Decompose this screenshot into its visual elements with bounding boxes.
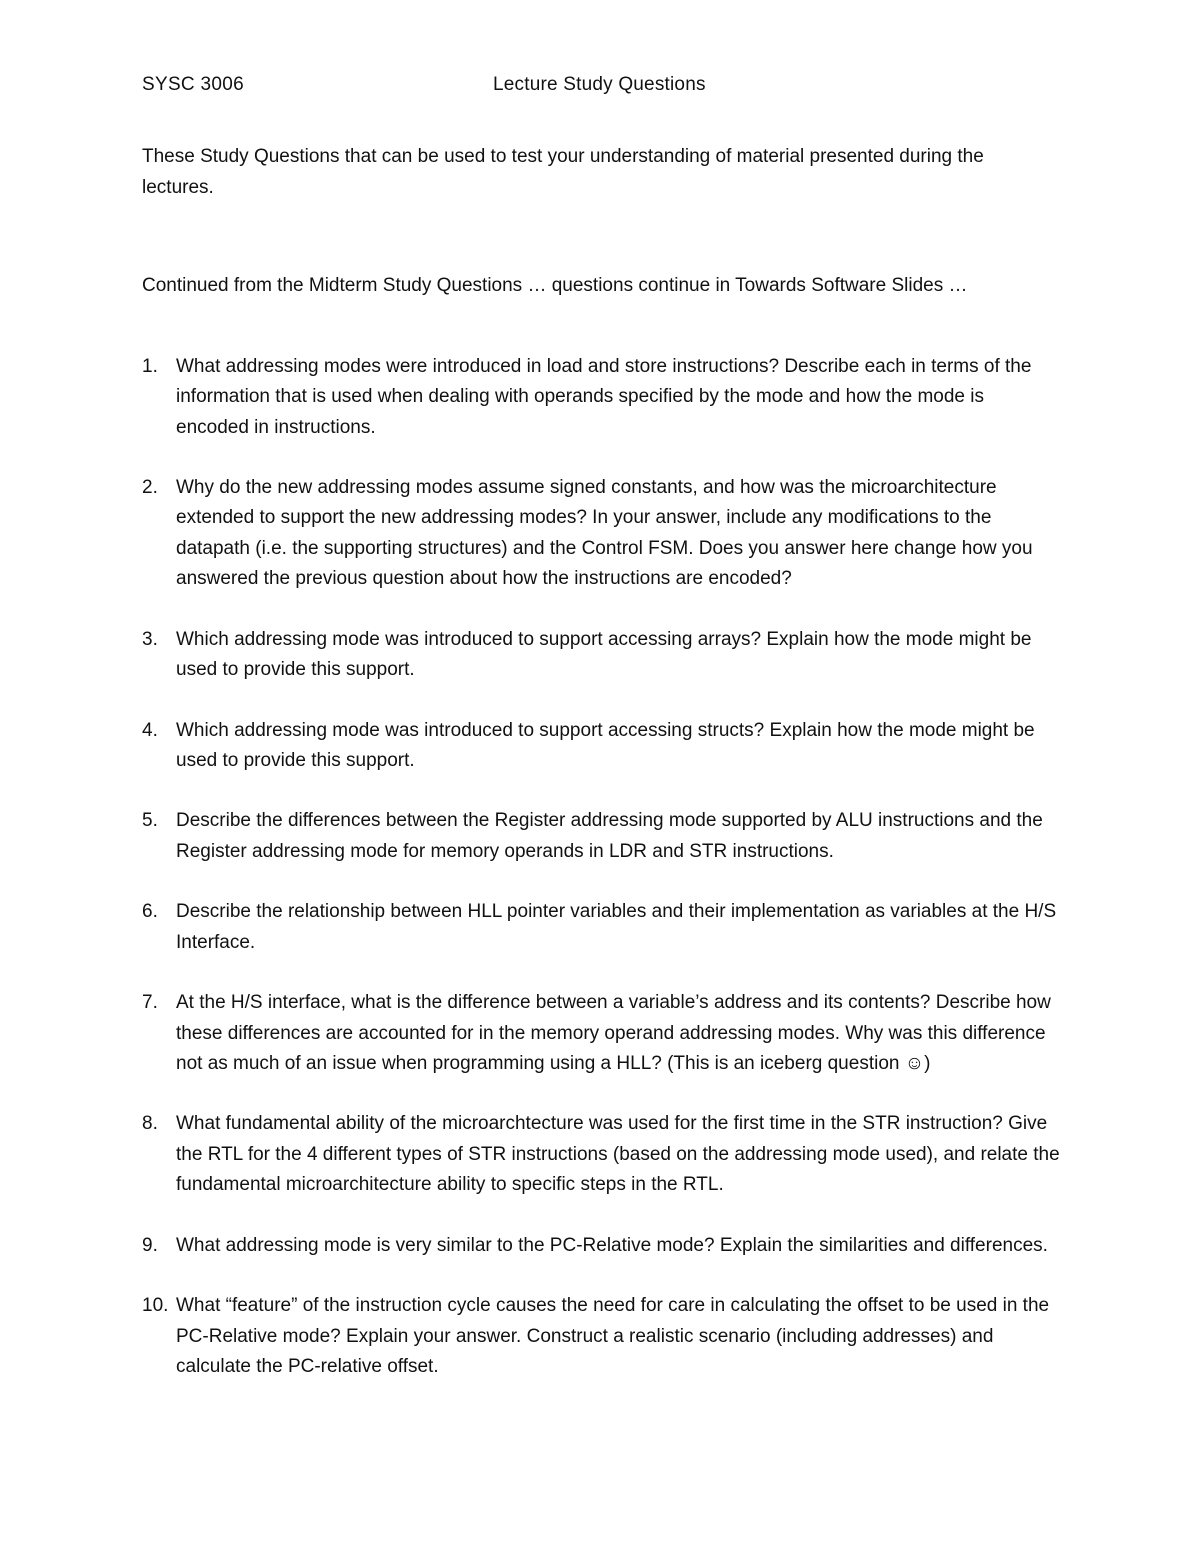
question-text: Describe the differences between the Register addressing mode supported by ALU instructions and the Register addressing mode for memory operands in LDR and STR instructions.	[176, 810, 1043, 862]
question-item	[142, 988, 1062, 1079]
question-number: 3.	[142, 628, 158, 650]
course-code: SYSC 3006	[142, 74, 244, 95]
question-number: 2.	[142, 477, 158, 499]
question-number: 10.	[142, 1295, 169, 1317]
question-item	[142, 352, 1062, 443]
question-number: 9.	[142, 1234, 158, 1256]
question-text: At the H/S interface, what is the difference between a variable’s address and its contents? Describe how these differences are accounted for in the memory operand addressing modes. Why was this difference not as much of an issue when programming using a HLL? (This is an iceberg question ☺)	[176, 992, 1051, 1074]
question-text: Why do the new addressing modes assume signed constants, and how was the microarchitecture extended to support the new addressing modes? In your answer, include any modifications to the datapath (i.e. the supporting structures) and the Control FSM. Does you answer here change how you answered the previous question about how the instructions are encoded?	[176, 477, 1033, 590]
question-text: Which addressing mode was introduced to support accessing structs? Explain how the mode might be used to provide this support.	[176, 719, 1035, 771]
question-item	[142, 1109, 1062, 1200]
question-text: What addressing mode is very similar to the PC-Relative mode? Explain the similarities and differences.	[176, 1234, 1048, 1256]
question-number: 1.	[142, 356, 158, 377]
document-title: Lecture Study Questions	[493, 74, 706, 95]
question-text: What addressing modes were introduced in load and store instructions? Describe each in terms of the information that is used when dealing with operands specified by the mode and how the mode is encoded in instructions.	[176, 356, 1032, 438]
question-item	[142, 1231, 1062, 1261]
question-number: 4.	[142, 719, 158, 741]
question-item	[142, 897, 1062, 958]
question-item	[142, 716, 1062, 777]
question-item	[142, 806, 1062, 867]
question-text: What “feature” of the instruction cycle causes the need for care in calculating the offset to be used in the PC-Relative mode? Explain your answer. Construct a realistic scenario (including addresses) and calculate the PC-relative offset.	[176, 1295, 1050, 1377]
continuation-note: Continued from the Midterm Study Questions … questions continue in Towards Software Slides …	[142, 275, 968, 296]
question-text: What fundamental ability of the microarchtecture was used for the first time in the STR instruction? Give the RTL for the 4 different types of STR instructions (based on the addressing mode used), and relate the fundamental microarchitecture ability to specific steps in the RTL.	[176, 1113, 1060, 1196]
question-item	[142, 1291, 1062, 1382]
question-number: 5.	[142, 810, 158, 832]
question-number: 8.	[142, 1113, 158, 1135]
intro-paragraph: These Study Questions that can be used to test your understanding of material presented during the lectures.	[142, 146, 984, 198]
question-item	[142, 473, 1062, 594]
question-list	[142, 352, 1062, 1412]
question-text: Which addressing mode was introduced to support accessing arrays? Explain how the mode might be used to provide this support.	[176, 628, 1032, 680]
question-text: Describe the relationship between HLL pointer variables and their implementation as variables at the H/S Interface.	[176, 901, 1057, 953]
question-number: 6.	[142, 901, 158, 923]
question-item	[142, 625, 1062, 686]
question-number: 7.	[142, 992, 158, 1014]
